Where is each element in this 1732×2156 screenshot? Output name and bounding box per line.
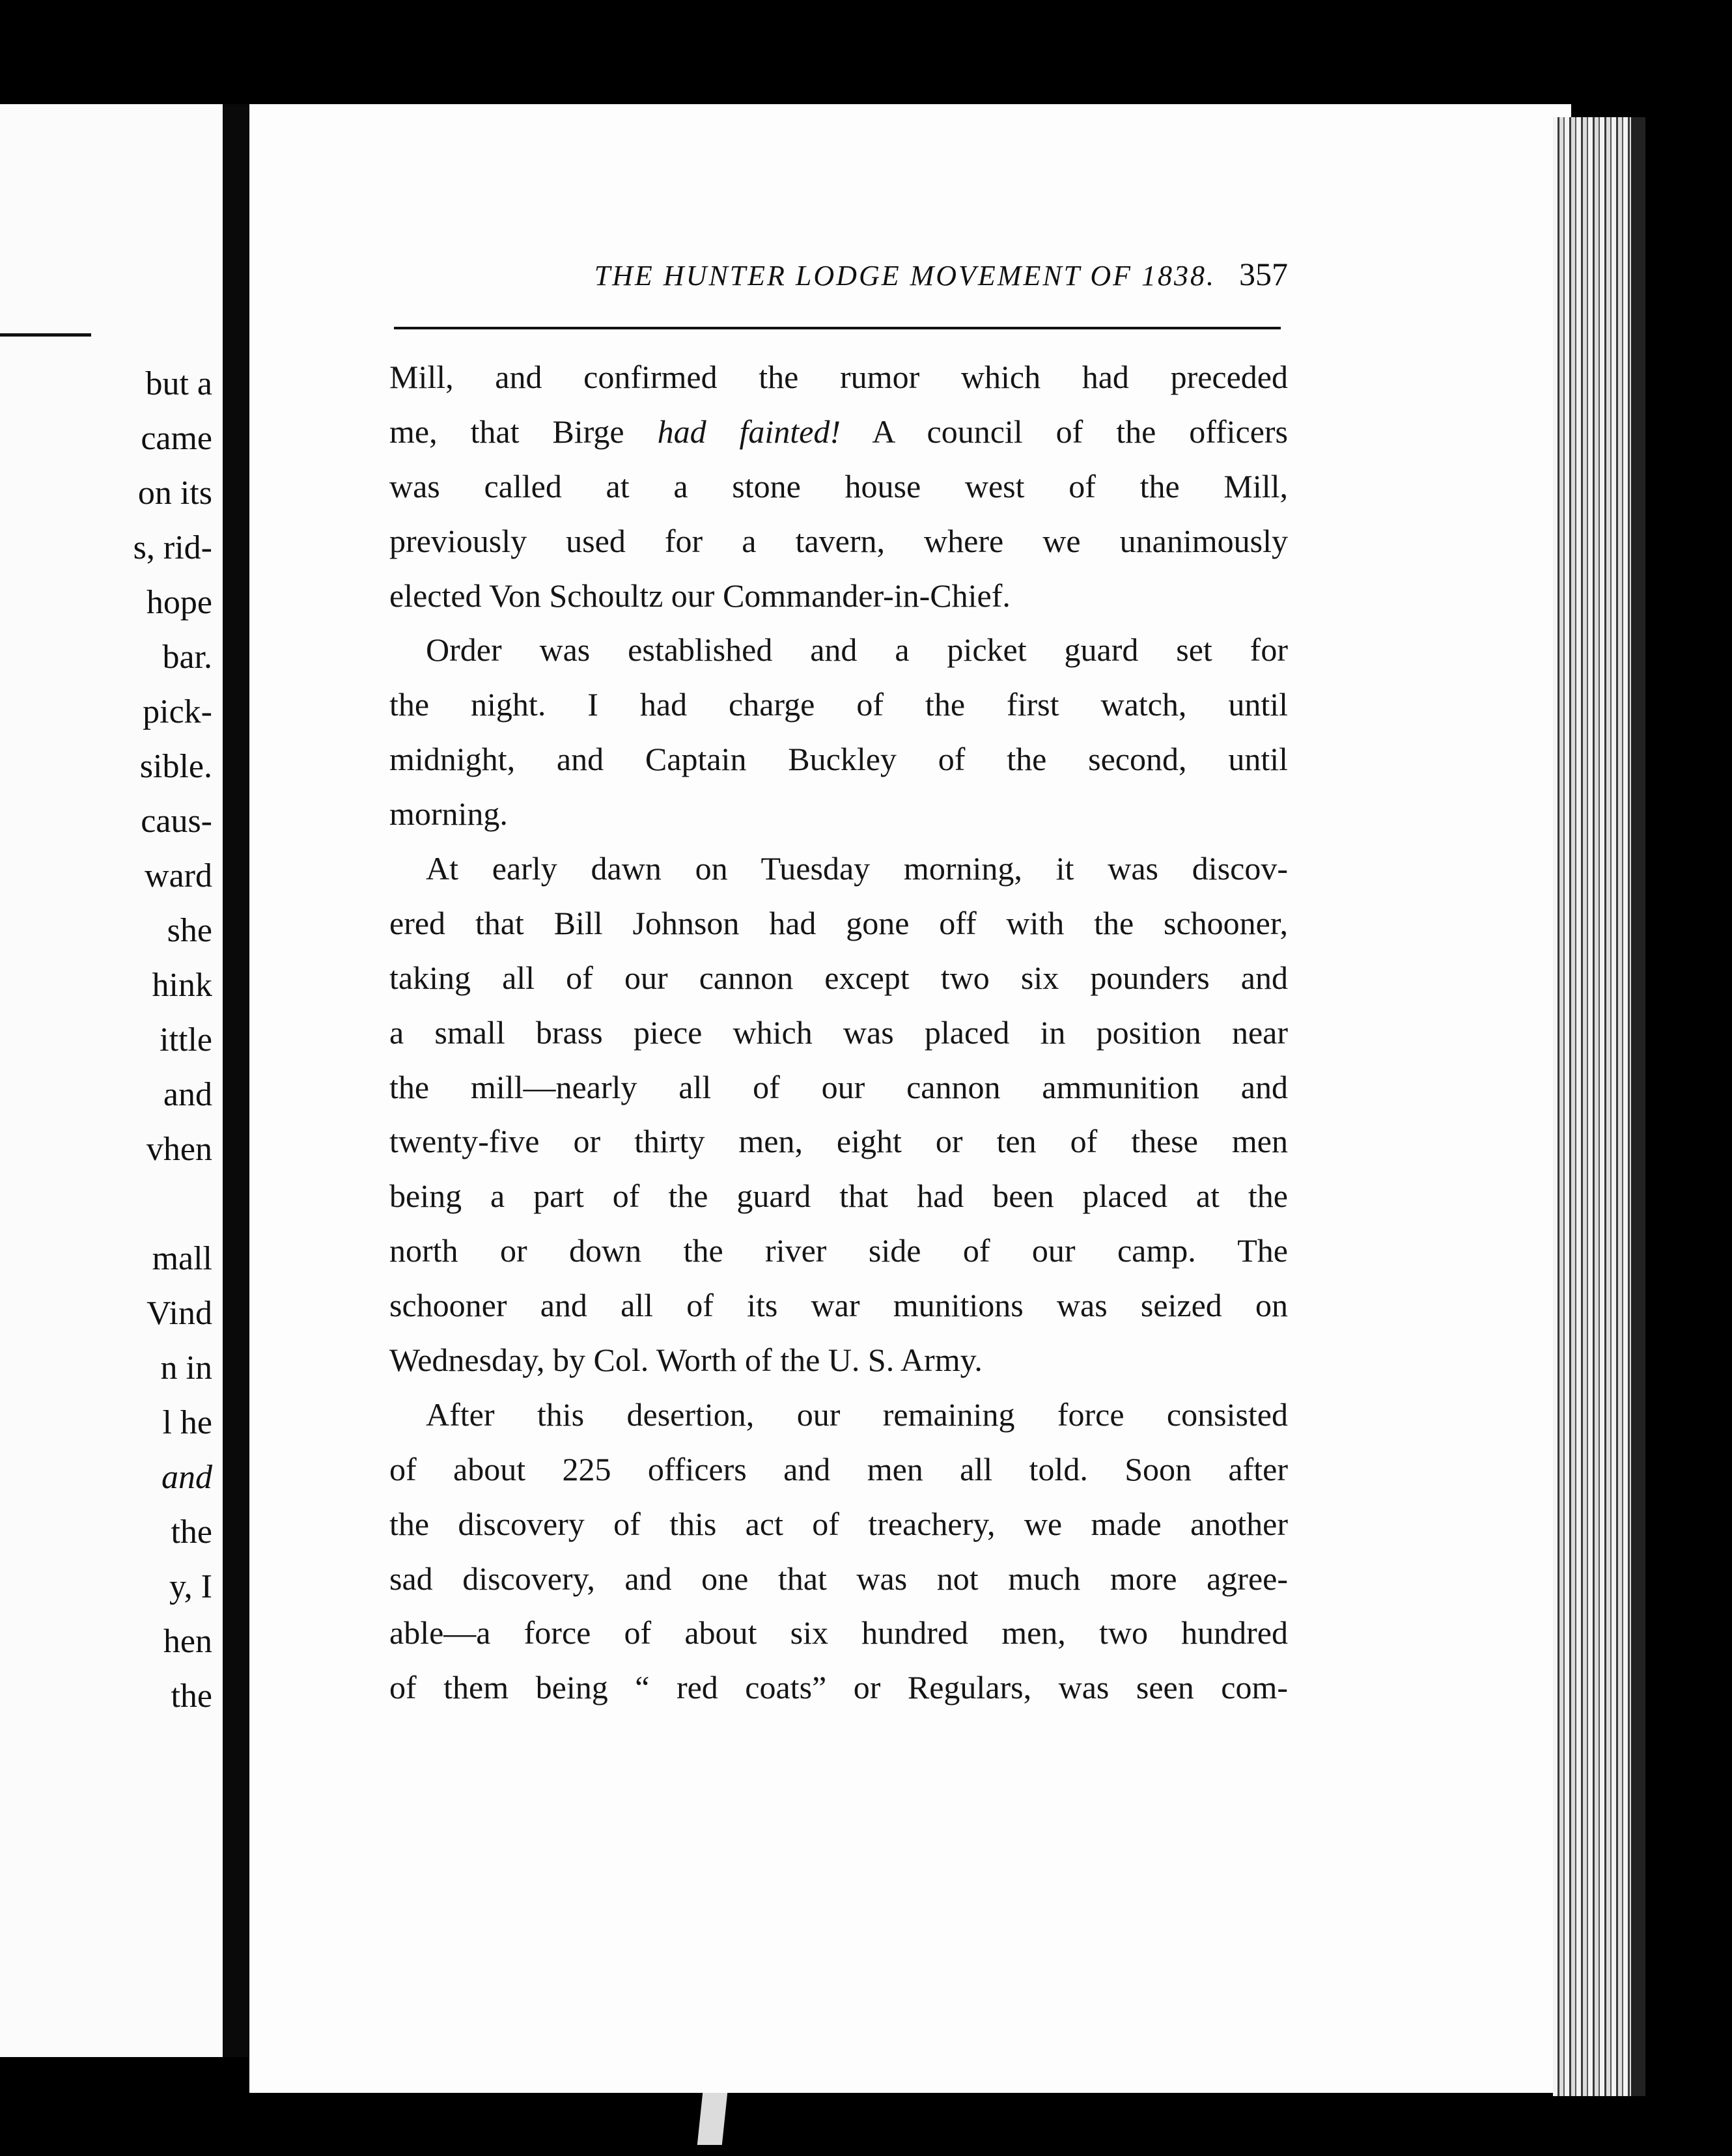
italic-phrase: had fainted! [657, 413, 841, 450]
text-line: able—a force of about six hundred men, two hundred [389, 1614, 1288, 1652]
text-line: the night. I had charge of the first watch, until [389, 686, 1288, 723]
previous-page-line: hink [152, 967, 212, 1004]
header-rule [394, 327, 1281, 329]
text-line: taking all of our cannon except two six pounders and [389, 959, 1288, 996]
text-line: ered that Bill Johnson had gone off with the schooner, [389, 904, 1288, 941]
text-line: being a part of the guard that had been placed at the [389, 1178, 1288, 1215]
previous-page-line: Vind [147, 1295, 212, 1332]
previous-page-line: bar. [162, 639, 212, 676]
page-header [481, 255, 1288, 294]
previous-page-line: vhen [146, 1131, 212, 1168]
text-line: midnight, and Captain Buckley of the second, until [389, 741, 1288, 778]
text-span: A council of the officers [872, 413, 1288, 450]
previous-page-line: hen [163, 1623, 212, 1660]
text-line: a small brass piece which was placed in position near [389, 1014, 1288, 1051]
text-line: Mill, and confirmed the rumor which had preceded [389, 359, 1288, 395]
previous-page-line: she [167, 912, 212, 949]
previous-page-line: s, rid- [133, 529, 212, 566]
text-span: me, that Birge [389, 413, 624, 450]
text-line: sad discovery, and one that was not much more agree- [389, 1560, 1288, 1597]
text-line: morning. [389, 795, 508, 833]
text-line: elected Von Schoultz our Commander-in-Chief. [389, 577, 1011, 614]
page-tab-mark [697, 2093, 727, 2145]
text-line: previously used for a tavern, where we unanimously [389, 522, 1288, 559]
text-line: the mill—nearly all of our cannon ammunition and [389, 1068, 1288, 1105]
text-line: schooner and all of its war munitions was seized on [389, 1287, 1288, 1324]
paragraph-first-line: Order was established and a picket guard set for [426, 631, 1288, 669]
running-head: THE HUNTER LODGE MOVEMENT OF 1838. [594, 260, 1216, 292]
body-text [389, 350, 1288, 1715]
previous-page-line: l he [162, 1404, 212, 1441]
previous-page-line: ward [145, 857, 212, 894]
previous-page-line: sible. [139, 748, 212, 785]
page-edges-shadow [1631, 117, 1645, 2096]
text-line [389, 405, 1288, 460]
text-line: Wednesday, by Col. Worth of the U. S. Army. [389, 1342, 983, 1379]
previous-page-line: came [141, 420, 212, 457]
previous-page-header-rule [0, 333, 91, 337]
previous-page-line: ittle [160, 1021, 212, 1058]
previous-page-line: the [171, 1513, 212, 1551]
previous-page-line: y, I [169, 1568, 212, 1605]
text-line: twenty-five or thirty men, eight or ten of these men [389, 1123, 1288, 1160]
previous-page-line: and [163, 1076, 212, 1113]
page-edges [1553, 117, 1631, 2096]
paragraph-first-line: After this desertion, our remaining force consisted [426, 1396, 1288, 1433]
page-number: 357 [1239, 256, 1288, 292]
previous-page-line: hope [146, 584, 212, 621]
previous-page-line: caus- [141, 803, 212, 840]
paragraph-first-line: At early dawn on Tuesday morning, it was discov- [426, 850, 1288, 887]
previous-page-line: but a [145, 365, 212, 402]
previous-page-line: n in [160, 1349, 212, 1387]
previous-page-line: mall [152, 1240, 212, 1277]
previous-page-line: and [161, 1459, 212, 1496]
text-line: north or down the river side of our camp. The [389, 1232, 1288, 1269]
book-gutter [223, 104, 249, 2057]
text-line: was called at a stone house west of the Mill, [389, 467, 1288, 504]
previous-page-line: the [171, 1678, 212, 1715]
text-line: of about 225 officers and men all told. Soon after [389, 1450, 1288, 1487]
previous-page-line: pick- [143, 693, 212, 730]
text-line: the discovery of this act of treachery, we made another [389, 1505, 1288, 1542]
text-line: of them being “ red coats” or Regulars, was seen com- [389, 1669, 1288, 1706]
previous-page-line: on its [137, 475, 212, 512]
previous-page-fragment [0, 104, 227, 2057]
